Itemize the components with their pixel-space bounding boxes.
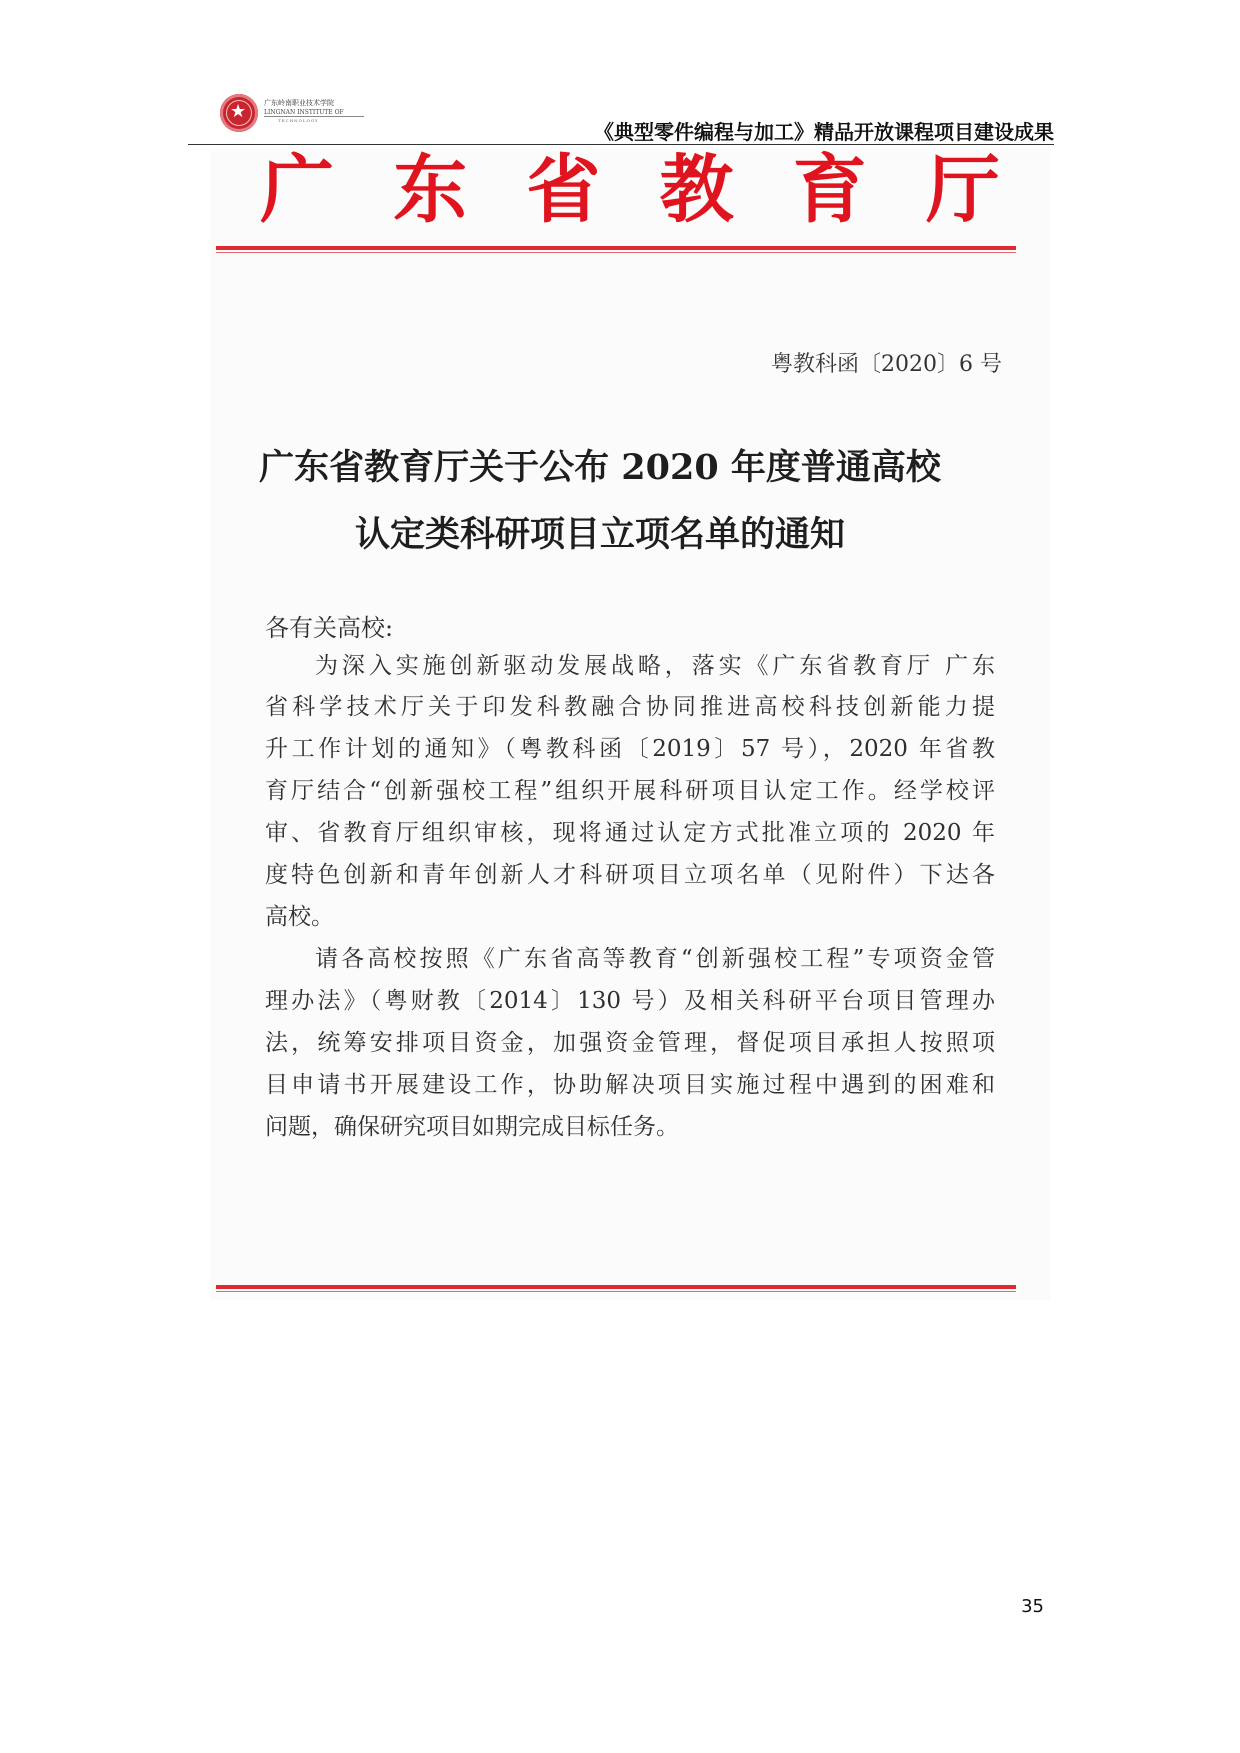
paragraph-line: 目申请书开展建设工作，协助解决项目实施过程中遇到的困难和 [265, 1072, 995, 1098]
official-letter [210, 147, 1050, 1300]
institute-logo [220, 94, 380, 134]
footer-red-rule [216, 1285, 1016, 1291]
paragraph-line: 育厅结合“创新强校工程”组织开展科研项目认定工作。经学校评 [265, 778, 995, 804]
report-title: 《典型零件编程与加工》精品开放课程项目建设成果 [594, 120, 1054, 144]
logo-divider [264, 116, 364, 117]
paragraph-line: 度特色创新和青年创新人才科研项目立项名单（见附件）下达各 [265, 862, 995, 888]
page-header [188, 88, 1054, 150]
paragraph-line: 理办法》（粤财教〔2014〕130 号）及相关科研平台项目管理办 [265, 988, 995, 1014]
paragraph-line: 问题，确保研究项目如期完成目标任务。 [265, 1114, 679, 1140]
paragraph-line: 审、省教育厅组织审核，现将通过认定方式批准立项的 2020 年 [265, 820, 995, 846]
letterhead-char: 厅 [925, 147, 1000, 233]
letterhead [210, 147, 1050, 233]
page-number: 35 [1021, 1596, 1044, 1617]
header-divider [188, 144, 1054, 145]
star-icon: ★ [230, 101, 247, 122]
letterhead-char: 东 [393, 147, 468, 233]
letterhead-red-rule [216, 246, 1016, 252]
paragraph-line: 省科学技术厅关于印发科教融合协同推进高校科技创新能力提 [265, 694, 995, 720]
document-number: 粤教科函〔2020〕6 号 [771, 352, 1002, 377]
salutation: 各有关高校: [265, 614, 394, 642]
paragraph-line: 高校。 [265, 904, 334, 930]
paragraph-line: 请各高校按照《广东省高等教育“创新强校工程”专项资金管 [315, 946, 995, 972]
logo-english-name: LINGNAN INSTITUTE OF [264, 109, 344, 116]
logo-english-subname: TECHNOLOGY [278, 118, 319, 123]
letterhead-char: 教 [659, 147, 734, 233]
letterhead-char: 省 [526, 147, 601, 233]
paragraph-line: 为深入实施创新驱动发展战略，落实《广东省教育厅 广东 [315, 653, 995, 679]
letterhead-char: 广 [260, 147, 334, 233]
institute-seal-icon [220, 94, 258, 132]
logo-chinese-name: 广东岭南职业技术学院 [264, 99, 334, 107]
paragraph-line: 法，统筹安排项目资金，加强资金管理，督促项目承担人按照项 [265, 1030, 995, 1056]
paragraph-line: 升工作计划的通知》（粤教科函〔2019〕57 号），2020 年省教 [265, 736, 995, 762]
document-title-line: 广东省教育厅关于公布 2020 年度普通高校 [259, 447, 941, 488]
letterhead-char: 育 [792, 147, 867, 233]
document-title-line: 认定类科研项目立项名单的通知 [354, 514, 845, 555]
